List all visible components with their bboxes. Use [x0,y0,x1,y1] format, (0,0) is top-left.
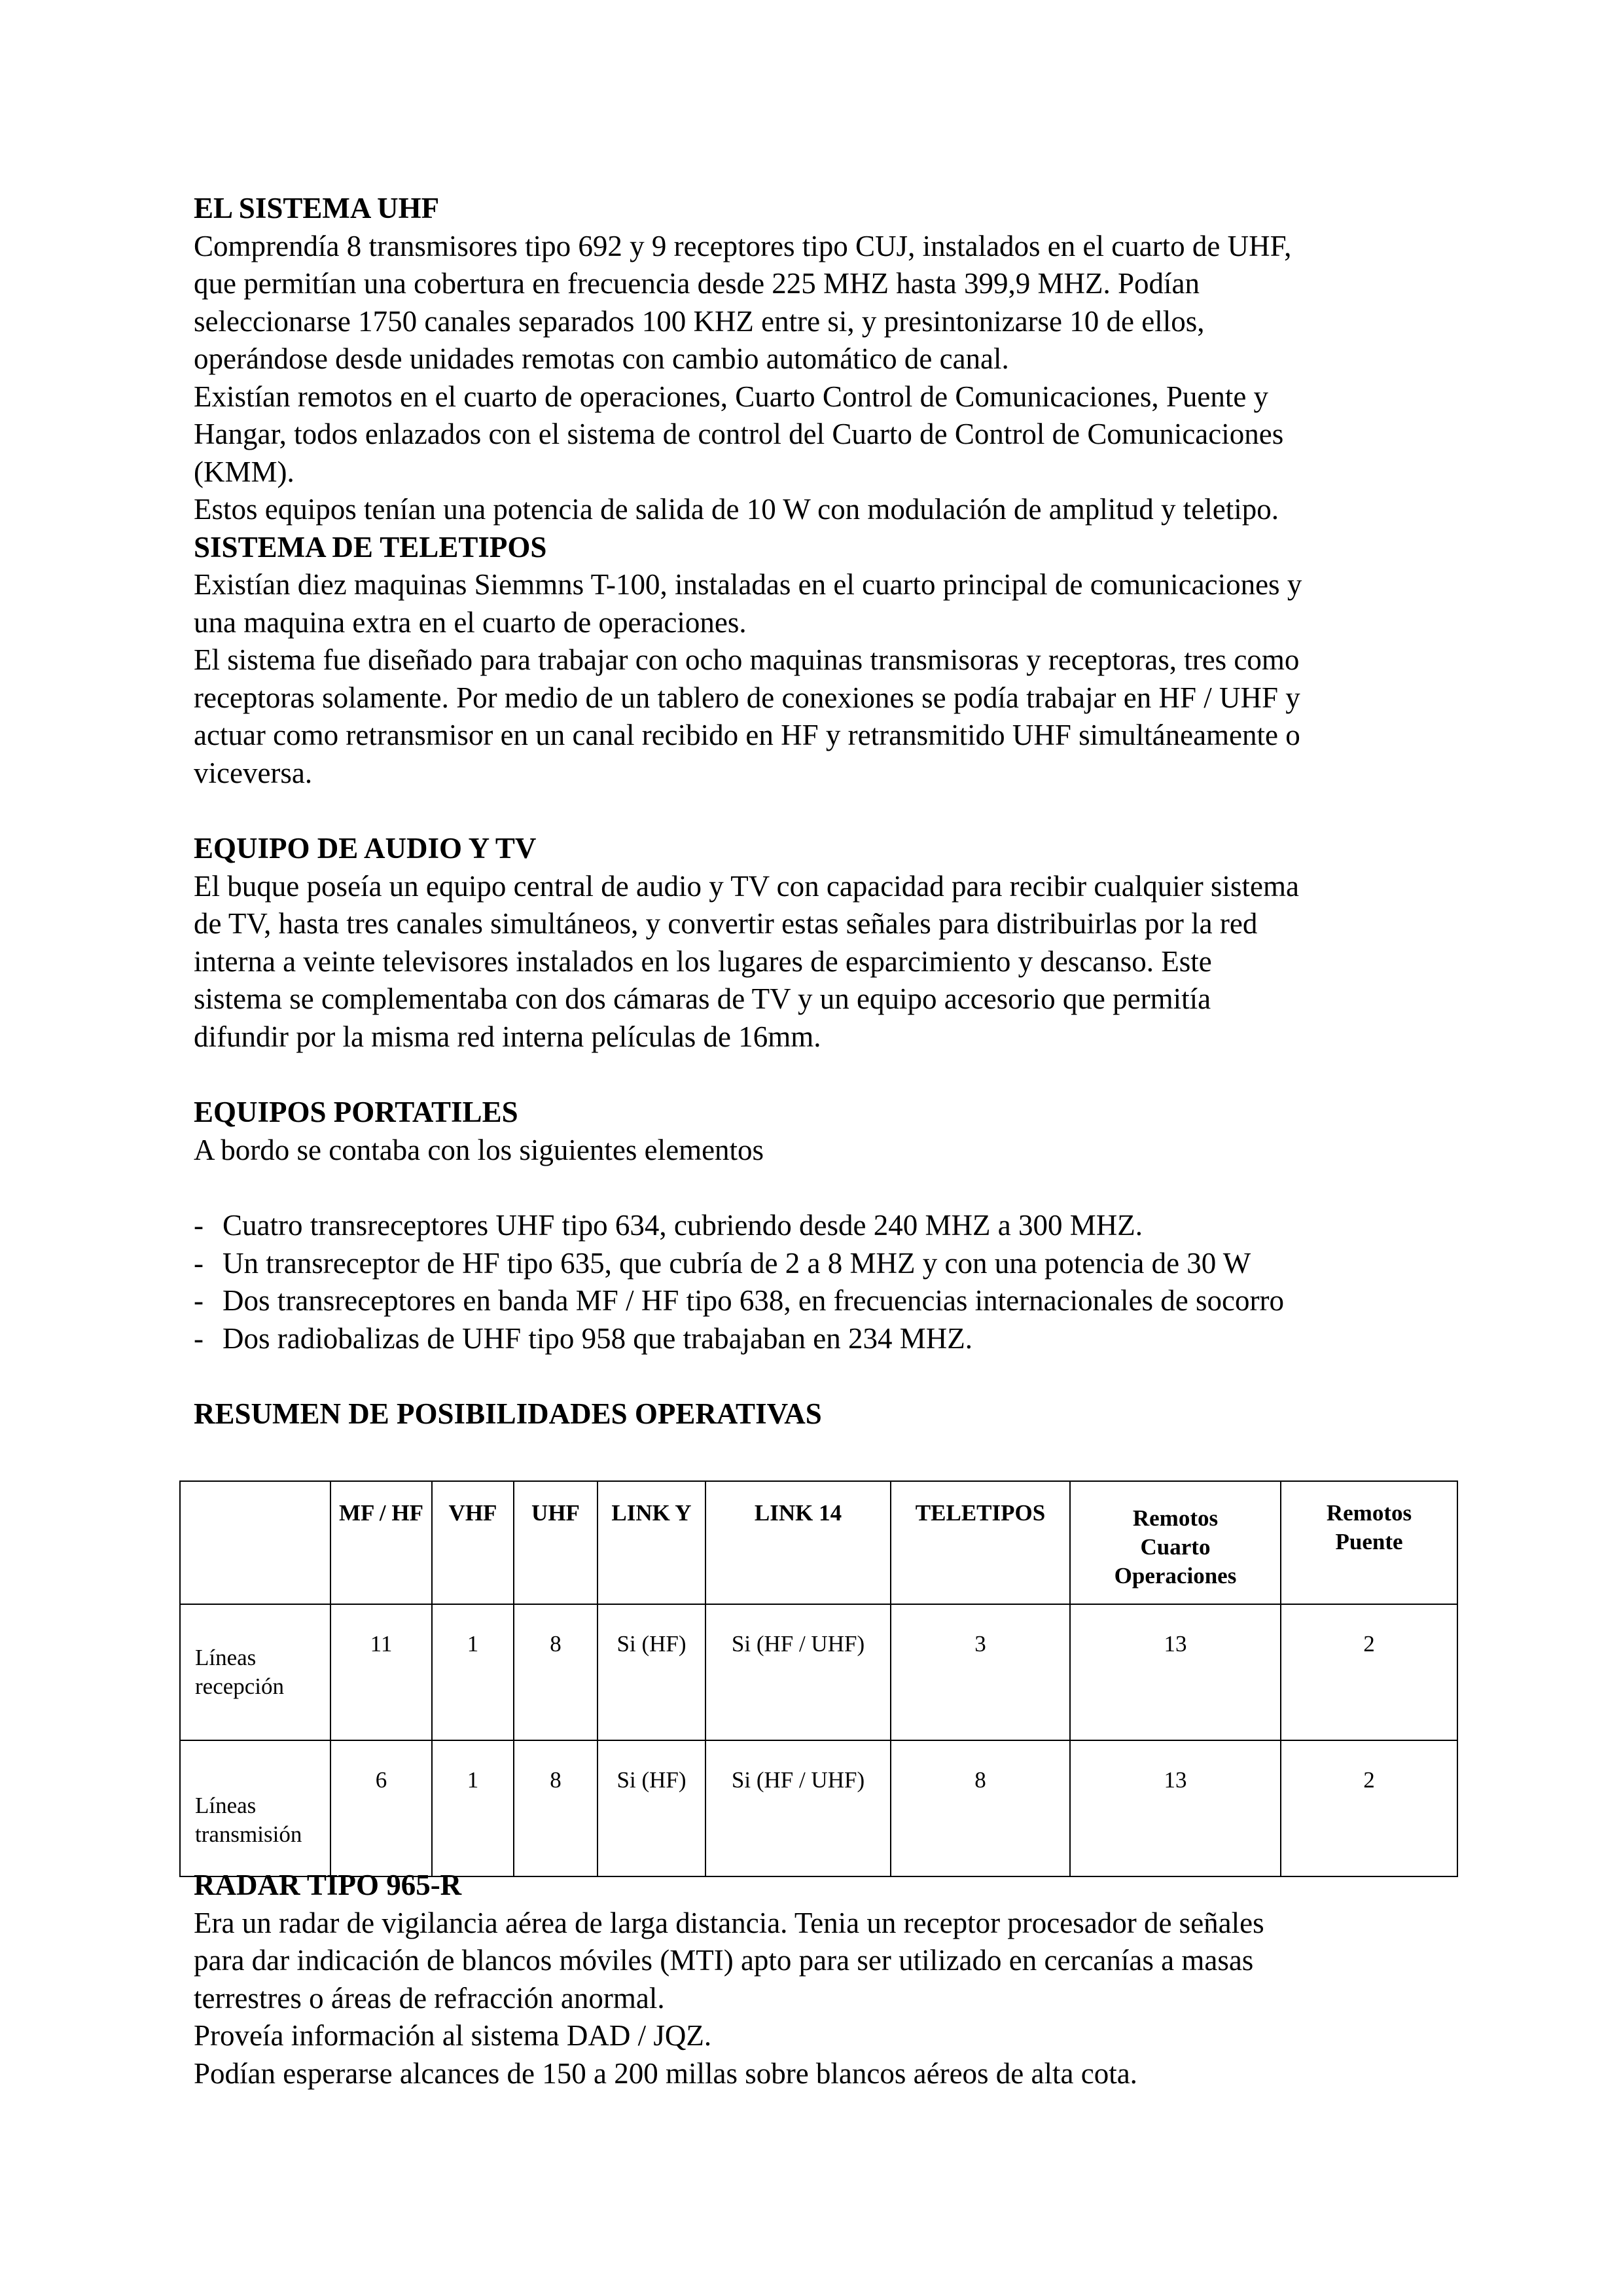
audio-line: difundir por la misma red interna películas de 16mm. [194,1020,821,1053]
audio-line: El buque poseía un equipo central de audio y TV con capacidad para recibir cualquier sistema [194,869,1299,903]
list-item-text: Dos radiobalizas de UHF tipo 958 que trabajaban en 234 MHZ. [223,1321,972,1355]
header-line: Remotos [1132,1505,1219,1531]
list-item-text: Un transreceptor de HF tipo 635, que cubría de 2 a 8 MHZ y con una potencia de 30 W [223,1246,1251,1280]
section-title-resumen: RESUMEN DE POSIBILIDADES OPERATIVAS [194,1397,822,1430]
table-cell: Si (HF / UHF) [705,1740,891,1876]
list-item [194,1320,1470,1358]
section-title-teletipos: SISTEMA DE TELETIPOS [194,530,547,564]
list-item-text: Dos transreceptores en banda MF / HF tipo 638, en frecuencias internacionales de socorro [223,1284,1284,1317]
table-cell: Si (HF) [597,1604,705,1740]
audio-line: interna a veinte televisores instalados en los lugares de esparcimiento y descanso. Este [194,944,1212,978]
section-title-audio: EQUIPO DE AUDIO Y TV [194,832,537,865]
section-title-uhf: EL SISTEMA UHF [194,192,440,224]
table-header: UHF [514,1481,597,1604]
document-page [194,190,1470,1433]
row-label [180,1604,330,1740]
table-cell: 6 [330,1740,432,1876]
radar-section [194,1867,1470,2092]
header-line: Puente [1335,1529,1403,1554]
row-label [180,1740,330,1876]
table-cell: 2 [1281,1740,1457,1876]
radar-line: Podían esperarse alcances de 150 a 200 millas sobre blancos aéreos de alta cota. [194,2056,1137,2090]
header-line: Remotos [1326,1500,1412,1526]
teletipos-line: actuar como retransmisor en un canal recibido en HF y retransmitido UHF simultáneamente o [194,719,1300,751]
table-header-row [180,1481,1457,1604]
table-cell: 1 [432,1604,514,1740]
portatiles-intro: A bordo se contaba con los siguientes elementos [194,1133,764,1166]
table-header: TELETIPOS [891,1481,1070,1604]
header-line: Operaciones [1114,1563,1237,1588]
operational-summary-table-wrap [179,1480,1458,1877]
row-label-line: Líneas [195,1645,257,1670]
table-header-remotos-cuarto [1070,1481,1281,1604]
row-label-line: transmisión [195,1821,302,1847]
teletipos-line: receptoras solamente. Por medio de un tablero de conexiones se podía trabajar en HF / UHF y [194,681,1300,714]
table-header-remotos-puente [1281,1481,1457,1604]
uhf-line: Existían remotos en el cuarto de operaciones, Cuarto Control de Comunicaciones, Puente y [194,380,1269,413]
table-cell: Si (HF) [597,1740,705,1876]
table-cell: 3 [891,1604,1070,1740]
list-item [194,1282,1470,1320]
table-cell: 13 [1070,1604,1281,1740]
dash-marker: - [194,1209,204,1242]
row-label-line: recepción [195,1674,285,1699]
teletipos-line: viceversa. [194,756,313,789]
portatiles-list [194,1207,1470,1357]
list-item-text: Cuatro transreceptores UHF tipo 634, cubriendo desde 240 MHZ a 300 MHZ. [223,1209,1143,1242]
teletipos-line: una maquina extra en el cuarto de operaciones. [194,605,747,639]
table-header: MF / HF [330,1481,432,1604]
list-item [194,1245,1470,1283]
uhf-line: operándose desde unidades remotas con cambio automático de canal. [194,342,1009,375]
radar-line: Proveía información al sistema DAD / JQZ. [194,2019,712,2052]
uhf-line: (KMM). [194,455,294,488]
table-row [180,1604,1457,1740]
uhf-line: seleccionarse 1750 canales separados 100 KHZ entre si, y presintonizarse 10 de ellos, [194,304,1205,338]
teletipos-line: Existían diez maquinas Siemmns T-100, instaladas en el cuarto principal de comunicaciones y [194,568,1302,601]
teletipos-line: El sistema fue diseñado para trabajar con ocho maquinas transmisoras y receptoras, tres como [194,643,1300,676]
table-cell: 8 [514,1604,597,1740]
table-header-empty [180,1481,330,1604]
table-header: VHF [432,1481,514,1604]
operational-summary-table [179,1480,1458,1877]
table-header: LINK Y [597,1481,705,1604]
table-cell: 8 [514,1740,597,1876]
table-cell: 8 [891,1740,1070,1876]
radar-line: Era un radar de vigilancia aérea de larga distancia. Tenia un receptor procesador de señales [194,1906,1264,1939]
radar-line: para dar indicación de blancos móviles (MTI) apto para ser utilizado en cercanías a masas [194,1944,1254,1977]
header-line: Cuarto [1140,1534,1211,1560]
section-title-portatiles: EQUIPOS PORTATILES [194,1096,518,1128]
table-cell: 11 [330,1604,432,1740]
uhf-line: que permitían una cobertura en frecuencia desde 225 MHZ hasta 399,9 MHZ. Podían [194,267,1200,300]
dash-marker: - [194,1284,204,1317]
uhf-line: Hangar, todos enlazados con el sistema de control del Cuarto de Control de Comunicaciones [194,418,1284,450]
audio-line: sistema se complementaba con dos cámaras de TV y un equipo accesorio que permitía [194,982,1211,1015]
table-row [180,1740,1457,1876]
table-cell: 13 [1070,1740,1281,1876]
row-label-line: Líneas [195,1793,257,1818]
radar-line: terrestres o áreas de refracción anormal. [194,1981,665,2015]
table-cell: 2 [1281,1604,1457,1740]
dash-marker: - [194,1246,204,1280]
dash-marker: - [194,1321,204,1355]
table-cell: Si (HF / UHF) [705,1604,891,1740]
table-header: LINK 14 [705,1481,891,1604]
audio-line: de TV, hasta tres canales simultáneos, y convertir estas señales para distribuirlas por la red [194,907,1258,940]
list-item [194,1207,1470,1245]
table-cell: 1 [432,1740,514,1876]
uhf-line: Comprendía 8 transmisores tipo 692 y 9 receptores tipo CUJ, instalados en el cuarto de UHF, [194,229,1292,262]
section-title-radar: RADAR TIPO 965-R [194,1869,462,1901]
uhf-line: Estos equipos tenían una potencia de salida de 10 W con modulación de amplitud y teletipo. [194,493,1279,526]
